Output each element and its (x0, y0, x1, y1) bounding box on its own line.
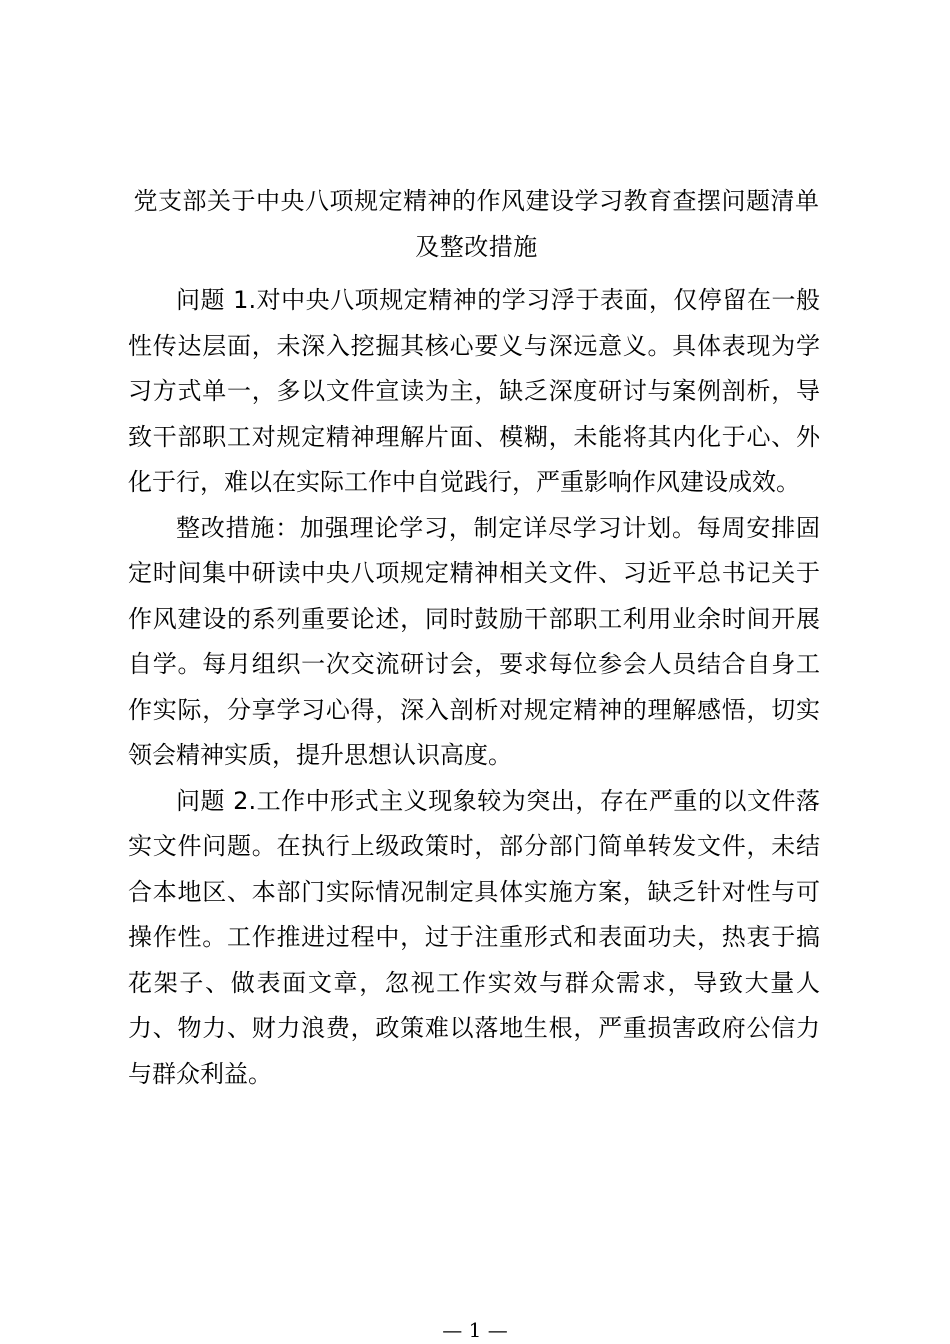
document-body (128, 278, 820, 1097)
paragraph-problem-2: 问题 2.工作中形式主义现象较为突出，存在严重的以文件落实文件问题。在执行上级政策时，部分部门简单转发文件，未结合本地区、本部门实际情况制定具体实施方案，缺乏针对性与可操作性。工作推进过程中，过于注重形式和表面功夫，热衷于搞花架子、做表面文章，忽视工作实效与群众需求，导致大量人力、物力、财力浪费，政策难以落地生根，严重损害政府公信力与群众利益。 (128, 786, 820, 1088)
paragraph-problem-1: 问题 1.对中央八项规定精神的学习浮于表面，仅停留在一般性传达层面，未深入挖掘其核心要义与深远意义。具体表现为学习方式单一，多以文件宣读为主，缺乏深度研讨与案例剖析，导致干部职工对规定精神理解片面、模糊，未能将其内化于心、外化于行，难以在实际工作中自觉践行，严重影响作风建设成效。 (128, 286, 820, 496)
document-title: 党支部关于中央八项规定精神的作风建设学习教育查摆问题清单及整改措施 (133, 187, 820, 261)
page-number: — 1 — (442, 1318, 508, 1342)
paragraph-rectification-1: 整改措施：加强理论学习，制定详尽学习计划。每周安排固定时间集中研读中央八项规定精神相关文件、习近平总书记关于作风建设的系列重要论述，同时鼓励干部职工利用业余时间开展自学。每月组织一次交流研讨会，要求每位参会人员结合自身工作实际，分享学习心得，深入剖析对规定精神的理解感悟，切实领会精神实质，提升思想认识高度。 (128, 513, 820, 769)
